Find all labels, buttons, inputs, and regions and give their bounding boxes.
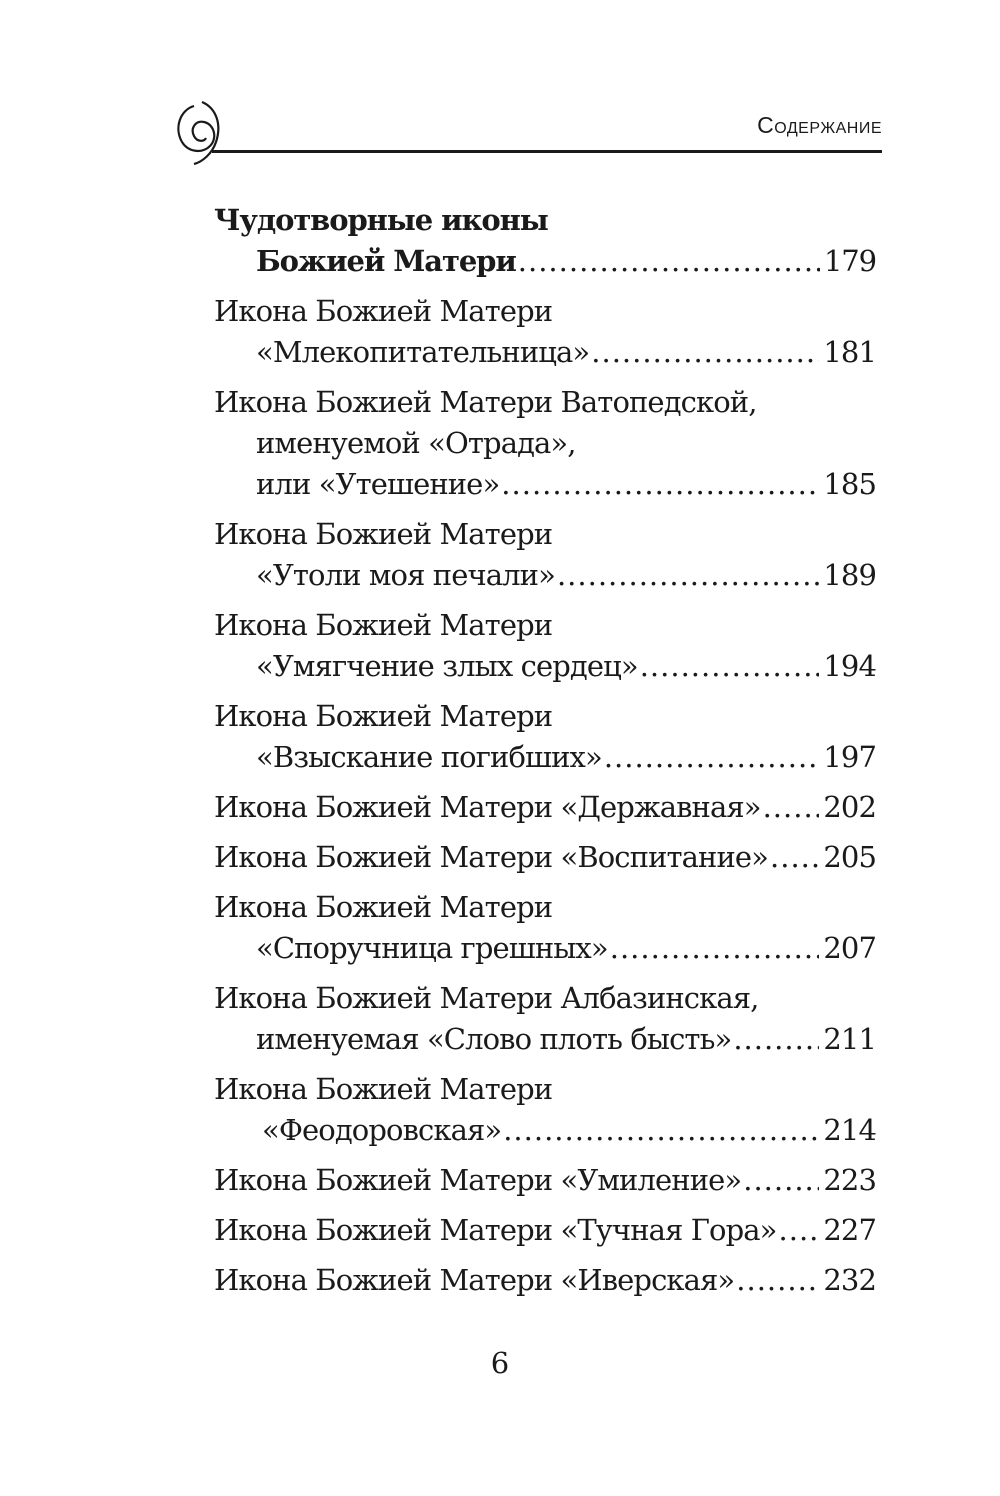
toc-entry — [214, 1160, 876, 1201]
dot-leader — [763, 787, 820, 828]
toc-entry-line — [214, 1260, 876, 1301]
toc-entry-title: «Споручница грешных» — [256, 931, 608, 965]
toc-page-number: 179 — [823, 244, 876, 278]
toc-entry — [214, 696, 876, 778]
running-title: Содержание — [757, 112, 882, 138]
flourish-ornament-icon — [172, 98, 232, 168]
toc-entry — [214, 787, 876, 828]
toc-page-number: 181 — [823, 335, 876, 369]
dot-leader — [736, 1260, 819, 1301]
dot-leader — [518, 241, 820, 282]
toc-entry-line — [214, 1110, 876, 1151]
dot-leader — [604, 737, 820, 778]
dot-leader — [591, 332, 819, 373]
toc-entry-line — [214, 737, 876, 778]
dot-leader — [610, 928, 820, 969]
table-of-contents — [214, 200, 876, 1310]
toc-page-number: 205 — [823, 840, 876, 874]
toc-entry — [214, 837, 876, 878]
dot-leader — [779, 1210, 820, 1251]
toc-entry-line — [214, 1210, 876, 1251]
toc-entry-title: «Умягчение злых сердец» — [256, 649, 638, 683]
toc-page-number: 202 — [823, 790, 876, 824]
toc-entry — [214, 887, 876, 969]
toc-entry-line: Чудотворные иконы — [214, 203, 548, 237]
toc-entry-line — [214, 787, 876, 828]
toc-page-number: 227 — [823, 1213, 876, 1247]
toc-page-number: 214 — [823, 1113, 876, 1147]
toc-entry-line — [214, 241, 876, 282]
dot-leader — [733, 1019, 819, 1060]
toc-entry-title: «Феодоровская» — [262, 1113, 502, 1147]
toc-entry-line — [214, 928, 876, 969]
toc-entry-line: Икона Божией Матери — [214, 1072, 553, 1106]
page-number: 6 — [490, 1346, 510, 1380]
toc-entry — [214, 605, 876, 687]
toc-page-number: 185 — [823, 467, 876, 501]
toc-entry — [214, 382, 876, 505]
toc-entry-line: именуемой «Отрада», — [256, 426, 576, 460]
dot-leader — [557, 555, 819, 596]
dot-leader — [501, 464, 819, 505]
dot-leader — [743, 1160, 819, 1201]
toc-entry-title: Икона Божией Матери «Тучная Гора» — [214, 1213, 777, 1247]
toc-page-number: 197 — [823, 740, 876, 774]
toc-entry-title: «Взыскание погибших» — [256, 740, 602, 774]
toc-entry-line — [214, 1019, 876, 1060]
toc-entry — [214, 1260, 876, 1301]
toc-entry-line: Икона Божией Матери — [214, 608, 553, 642]
toc-entry — [214, 978, 876, 1060]
toc-page-number: 211 — [823, 1022, 876, 1056]
toc-entry-title: Икона Божией Матери «Воспитание» — [214, 840, 769, 874]
toc-entry-line: Икона Божией Матери Ватопедской, — [214, 385, 757, 419]
toc-entry-title: «Утоли моя печали» — [256, 558, 555, 592]
dot-leader — [770, 837, 819, 878]
toc-page-number: 194 — [823, 649, 876, 683]
dot-leader — [640, 646, 820, 687]
toc-entry-line — [214, 1160, 876, 1201]
toc-entry-line: Икона Божией Матери Албазинская, — [214, 981, 759, 1015]
toc-entry-title: именуемая «Слово плоть бысть» — [256, 1022, 732, 1056]
toc-entry-title: Божией Матери — [256, 244, 516, 278]
toc-entry — [214, 514, 876, 596]
toc-entry-title: Икона Божией Матери «Державная» — [214, 790, 761, 824]
toc-entry-title: «Млекопитательница» — [256, 335, 590, 369]
toc-page-number: 207 — [823, 931, 876, 965]
toc-page-number: 189 — [823, 558, 876, 592]
toc-entry-line — [214, 555, 876, 596]
header-rule — [212, 150, 882, 153]
toc-entry — [214, 291, 876, 373]
toc-entry-line: Икона Божией Матери — [214, 699, 553, 733]
toc-entry — [214, 1069, 876, 1151]
toc-entry-title: Икона Божией Матери «Умиление» — [214, 1163, 742, 1197]
toc-entry-line: Икона Божией Матери — [214, 890, 553, 924]
toc-entry — [214, 1210, 876, 1251]
toc-entry-line — [214, 464, 876, 505]
toc-entry-title: Икона Божией Матери «Иверская» — [214, 1263, 735, 1297]
dot-leader — [503, 1110, 819, 1151]
toc-page-number: 232 — [823, 1263, 876, 1297]
toc-entry — [214, 200, 876, 282]
toc-entry-line — [214, 837, 876, 878]
toc-entry-title: или «Утешение» — [256, 467, 500, 501]
running-header — [172, 98, 882, 168]
toc-entry-line — [214, 332, 876, 373]
toc-entry-line: Икона Божией Матери — [214, 517, 553, 551]
toc-page-number: 223 — [823, 1163, 876, 1197]
toc-entry-line: Икона Божией Матери — [214, 294, 553, 328]
toc-entry-line — [214, 646, 876, 687]
